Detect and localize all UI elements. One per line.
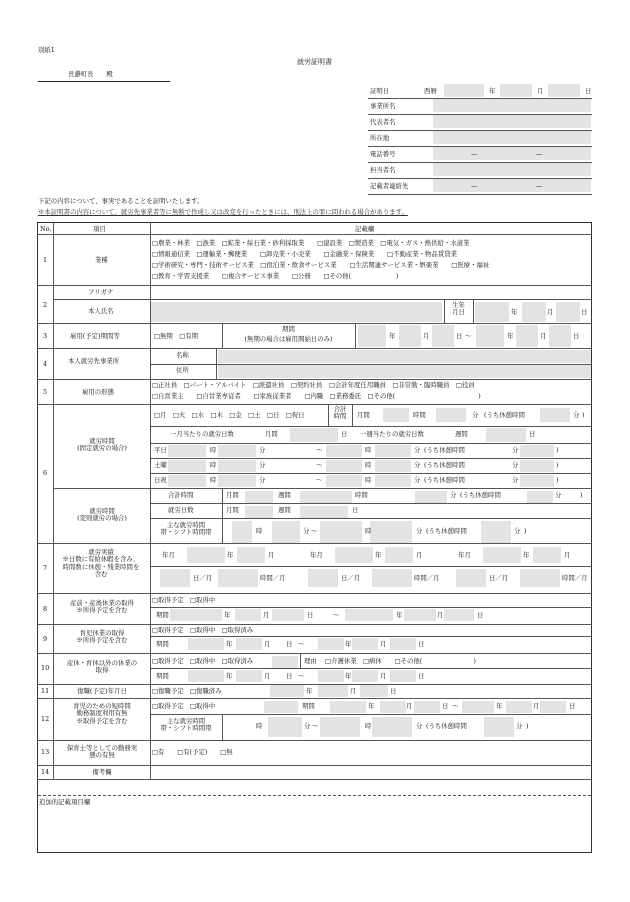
label-furigana: フリガナ bbox=[88, 288, 114, 296]
row-number: 5 bbox=[43, 388, 48, 396]
birth-year-field[interactable] bbox=[475, 302, 509, 322]
row-number: 6 bbox=[43, 469, 48, 477]
col-no: No. bbox=[40, 225, 52, 233]
label-nursery: 保育士等としての勤務実 態の有無 bbox=[66, 744, 138, 760]
workplace-name-field[interactable] bbox=[218, 350, 591, 363]
row-number: 12 bbox=[41, 715, 50, 723]
period-start-month[interactable] bbox=[399, 325, 421, 347]
short-hours-options[interactable]: □取得予定 □取得中 bbox=[152, 702, 216, 710]
label-childcare: 育児休業の取得 ※所得予定を含む bbox=[76, 629, 128, 645]
representative-field[interactable] bbox=[433, 115, 591, 128]
birth-day-field[interactable] bbox=[556, 302, 580, 322]
industry-options[interactable]: □学術研究・専門・技術サービス業 □宿泊業・飲食サービス業 □生活関連サービス業・娯楽業 □医療・福祉 bbox=[152, 261, 490, 269]
label-work-record: 就労実績 ※日数に有給休暇を含み、 時間数に休憩・残業時間を 含む bbox=[62, 548, 140, 579]
emptype-options[interactable]: □正社員 □パート・アルバイト □派遣社員 □契約社員 □会計年度任用職員 □非常勤・臨時職員 □役員 bbox=[152, 381, 475, 389]
attachment-label: 別紙1 bbox=[38, 46, 55, 54]
staff-name-field[interactable] bbox=[433, 163, 591, 176]
document-title: 就労証明書 bbox=[297, 58, 332, 66]
row-number: 1 bbox=[43, 256, 48, 264]
col-item: 項目 bbox=[93, 225, 106, 233]
cert-month-field[interactable] bbox=[500, 84, 532, 97]
row-number: 13 bbox=[41, 748, 50, 756]
label-short-hours: 育児のための短時間 勤務制度利用有無 ※取得予定を含む bbox=[73, 702, 131, 725]
childcare-options[interactable]: □取得予定 □取得中 □取得済み bbox=[152, 626, 254, 634]
emptype-options[interactable]: □自営業主 □自営業専従者 □家族従業者 □内職 □業務委託 □その他( ) bbox=[152, 392, 481, 400]
label-additional: 追加的記載項目欄 bbox=[39, 798, 91, 806]
name-field[interactable] bbox=[150, 302, 442, 322]
label-emptype: 雇用の形態 bbox=[82, 388, 114, 396]
addressee: 長瀞町長 殿 bbox=[68, 70, 113, 78]
certify-text: 下記の内容について、事実であることを証明いたします。 bbox=[38, 197, 204, 205]
office-address-field[interactable] bbox=[433, 131, 591, 144]
period-start-year[interactable] bbox=[358, 325, 386, 347]
cert-year-field[interactable] bbox=[444, 84, 484, 97]
label-name: 本人氏名 bbox=[88, 307, 114, 315]
row-number: 2 bbox=[43, 301, 48, 309]
industry-options[interactable]: □農業・林業 □漁業 □鉱業・採石業・砂利採取業 □建設業 □製造業 □電気・ガス・熱供給・水道業 bbox=[152, 239, 470, 247]
label-maternity: 産前・産後休業の取得 ※所得予定を含む bbox=[70, 599, 134, 615]
row-number: 14 bbox=[41, 768, 50, 776]
contact-field[interactable] bbox=[433, 179, 591, 192]
row-number: 10 bbox=[41, 664, 50, 672]
row-number: 4 bbox=[43, 360, 48, 368]
nursery-options[interactable]: □有 □有(予定) □無 bbox=[152, 748, 233, 756]
birth-label: 生年 月日 bbox=[452, 301, 465, 317]
period-end-year[interactable] bbox=[476, 325, 504, 347]
row-number: 9 bbox=[43, 635, 48, 643]
birth-month-field[interactable] bbox=[522, 302, 546, 322]
day-checkboxes[interactable]: □月 □火 □水 □木 □金 □土 □日 □祝日 bbox=[154, 411, 305, 419]
cert-day-field[interactable] bbox=[548, 84, 580, 97]
label-period: 雇用(予定)期間等 bbox=[70, 332, 120, 340]
period-options[interactable]: □無期 □有期 bbox=[154, 332, 199, 340]
warning-text: ※本証明書の内容について、就労先事業者等に無断で作成し又は改変を行ったときには、刑法上の罪に問われる場合があります。 bbox=[38, 208, 408, 216]
phone-field[interactable] bbox=[433, 147, 591, 160]
office-name-field[interactable] bbox=[433, 99, 591, 112]
reason-options[interactable]: □介護休業 □病休 □その他( ) bbox=[325, 657, 476, 665]
label-industry: 業種 bbox=[95, 256, 108, 264]
industry-options[interactable]: □情報通信業 □運輸業・郵便業 □卸売業・小売業 □金融業・保険業 □不動産業・物品賃貸業 bbox=[152, 250, 457, 258]
maternity-options[interactable]: □取得予定 □取得中 bbox=[152, 596, 216, 604]
label-variable-hours: 就労時間 (変則就労の場合) bbox=[77, 507, 127, 523]
period-start-day[interactable] bbox=[432, 325, 454, 347]
industry-options[interactable]: □教育・学習支援業 □複合サービス事業 □公務 □その他( ) bbox=[152, 272, 399, 280]
row-number: 11 bbox=[41, 687, 50, 695]
return-options[interactable]: □復職予定 □復職済み bbox=[152, 687, 222, 695]
workplace-address-field[interactable] bbox=[218, 365, 591, 378]
other-leave-options[interactable]: □取得予定 □取得中 □取得済み bbox=[152, 657, 254, 665]
label-remarks: 備考欄 bbox=[92, 768, 112, 776]
period-end-day[interactable] bbox=[549, 325, 571, 347]
period-end-month[interactable] bbox=[516, 325, 538, 347]
label-fixed-hours: 就労時間 (固定就労の場合) bbox=[77, 437, 127, 453]
row-number: 7 bbox=[43, 564, 48, 572]
label-workplace: 本人就労先事業所 bbox=[68, 357, 120, 365]
label-other-leave: 産休・育休以外の休業の 取得 bbox=[66, 659, 138, 675]
row-number: 8 bbox=[43, 605, 48, 613]
col-entry: 記載欄 bbox=[355, 225, 375, 233]
row-number: 3 bbox=[43, 332, 48, 340]
label-return: 復職(予定)年月日 bbox=[77, 687, 127, 695]
